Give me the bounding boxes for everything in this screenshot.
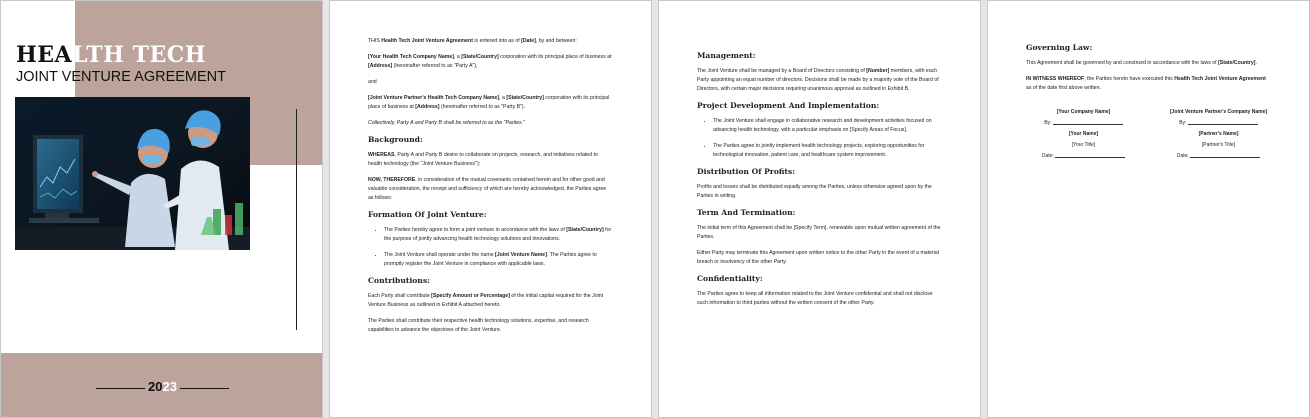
and-paragraph: and <box>368 79 377 85</box>
sig-right-date-line <box>1190 157 1260 158</box>
cover-title-dark: HEA <box>16 42 73 68</box>
page-3-content <box>697 45 942 315</box>
sig-left-title: [Your Title] <box>1071 142 1096 148</box>
therefore-paragraph: NOW, THEREFORE, in consideration of the mutual covenants contained herein and for other good and valuable consideration, the receipt and sufficiency of which are hereby acknowledged, the Parties agree as follows: <box>368 177 607 201</box>
laboratory-scientists-photo-icon <box>15 97 250 250</box>
sig-right-company: [Joint Venture Partner's Company Name] <box>1169 109 1268 115</box>
signature-left <box>1016 107 1151 162</box>
sig-left-by-label: By: <box>1044 120 1052 126</box>
signature-block <box>1026 107 1271 167</box>
cover-page <box>0 0 323 418</box>
contributions-paragraph-2: The Parties shall contribute their respective health technology solutions, expertise, and research capabilities to advance the objectives of the Joint Venture. <box>368 318 589 333</box>
cover-divider-line <box>296 109 297 330</box>
sig-left-date-label: Date: <box>1041 153 1054 159</box>
agreement-page-4 <box>987 0 1310 418</box>
sig-left-company: [Your Company Name] <box>1056 109 1111 115</box>
list-item: • The Joint Venture shall operate under the name [Joint Venture Name]. The Parties agree to promptly register the Joint Venture in compliance with applicable laws. <box>384 251 613 269</box>
governing-law-paragraph: This Agreement shall be governed by and construed in accordance with the laws of [State/Country]. <box>1026 60 1257 66</box>
management-heading: Management: <box>697 51 756 60</box>
term-paragraph: The initial term of this Agreement shall be [Specify Term], renewable upon mutual written agreement of the Parties. <box>697 225 941 240</box>
page-4-content <box>1026 37 1271 167</box>
whereas-paragraph: WHEREAS, Party A and Party B desire to collaborate on projects, research, and initiatives related to health technology (the "Joint Venture Business"); <box>368 152 598 167</box>
sig-right-by-line <box>1188 124 1258 125</box>
contributions-heading: Contributions: <box>368 276 430 285</box>
formation-heading: Formation Of Joint Venture: <box>368 210 487 219</box>
sig-right-name: [Partner's Name] <box>1198 131 1239 137</box>
sig-right-date-label: Date: <box>1176 153 1189 159</box>
project-list <box>697 117 942 160</box>
governing-law-heading: Governing Law: <box>1026 43 1093 52</box>
cover-year: 2023 <box>93 379 232 394</box>
party-b-paragraph: [Joint Venture Partner's Health Tech Company Name], a [State/Country] corporation with its principal place of business at [Address] (hereinafter referred to as "Party B"). <box>368 95 610 110</box>
management-paragraph: The Joint Venture shall be managed by a Board of Directors consisting of [Number] members, with each Party appointing an equal number of directors. Decisions shall be made by a majority vote of the Board of Directors, with certain major decisions requiring unanimous approval as outlined in Exhibit B. <box>697 68 939 92</box>
contributions-paragraph: Each Party shall contribute [Specify Amount or Percentage] of the initial capital required for the Joint Venture Business as outlined in Exhibit A attached hereto. <box>368 293 604 308</box>
cover-title <box>16 43 206 67</box>
profits-paragraph: Profits and losses shall be distributed equally among the Parties, unless otherwise agreed upon by the Parties in writing. <box>697 184 932 199</box>
sig-left-by-line <box>1053 124 1123 125</box>
list-item: • The Parties hereby agree to form a joint venture in accordance with the laws of [State/Country] for the purpose of jointly advancing health technology solutions and innovations. <box>384 226 613 244</box>
sig-left-name: [Your Name] <box>1068 131 1099 137</box>
sig-right-title: [Partner's Title] <box>1201 142 1236 148</box>
term-heading: Term And Termination: <box>697 208 796 217</box>
collective-paragraph: Collectively, Party A and Party B shall be referred to as the "Parties." <box>368 120 525 126</box>
list-item: • The Parties agree to jointly implement health technology projects, exploring opportunities for technological innovation, patient care, and healthcare system improvement. <box>713 142 942 160</box>
profits-heading: Distribution Of Profits: <box>697 167 795 176</box>
page-2-content <box>368 37 613 342</box>
party-a-paragraph: [Your Health Tech Company Name], a [State/Country] corporation with its principal place of business at [Address] (hereinafter referred to as "Party A"), <box>368 54 612 69</box>
witness-paragraph: IN WITNESS WHEREOF, the Parties hereto have executed this Health Tech Joint Venture Agreement as of the date first above written. <box>1026 76 1266 91</box>
cover-subtitle: JOINT VENTURE AGREEMENT <box>16 69 227 85</box>
confidentiality-heading: Confidentiality: <box>697 274 763 283</box>
project-heading: Project Development And Implementation: <box>697 101 880 110</box>
sig-left-date-line <box>1055 157 1125 158</box>
background-heading: Background: <box>368 135 423 144</box>
agreement-page-2 <box>329 0 652 418</box>
sig-right-by-label: By: <box>1179 120 1187 126</box>
intro-paragraph: THIS Health Tech Joint Venture Agreement is entered into as of [Date], by and between: <box>368 38 577 44</box>
agreement-page-3 <box>658 0 981 418</box>
term-paragraph-2: Either Party may terminate this Agreement upon written notice to the other Party in the event of a material breach or insolvency of the other Party. <box>697 250 939 265</box>
formation-list <box>368 226 613 269</box>
cover-title-light: LTH TECH <box>72 42 207 68</box>
list-item: • The Joint Venture shall engage in collaborative research and development activities focused on advancing health technology, with a particular emphasis on [Specify Areas of Focus]. <box>713 117 942 135</box>
signature-right <box>1151 107 1286 162</box>
confidentiality-paragraph: The Parties agree to keep all information related to the Joint Venture confidential and shall not disclose such information to third parties without the written consent of the other Party. <box>697 291 933 306</box>
